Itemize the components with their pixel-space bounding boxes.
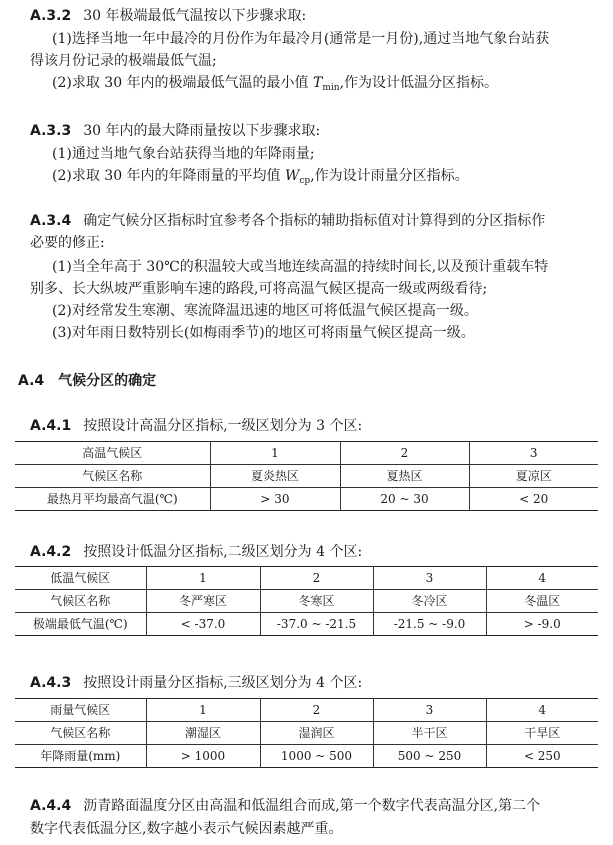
table-cell: 年降雨量(mm) xyxy=(15,745,146,768)
table-cell: 气候区名称 xyxy=(15,722,146,745)
section-a4-heading xyxy=(18,372,156,390)
paragraph-line: (2)对经常发生寒潮、寒流降温迅速的地区可将低温气候区提高一级。 xyxy=(52,303,478,319)
paragraph-line: 得该月份记录的极端最低气温; xyxy=(30,53,217,69)
table-cell: -37.0 ~ -21.5 xyxy=(260,613,373,636)
table-cell: 高温气候区 xyxy=(15,442,210,465)
section-title: 按照设计低温分区指标,二级区划分为 4 个区: xyxy=(83,544,363,560)
section-number: A.3.2 xyxy=(30,8,72,24)
table-cell: 气候区名称 xyxy=(15,465,210,488)
table-cell: 4 xyxy=(486,699,598,722)
section-title: 30 年极端最低气温按以下步骤求取: xyxy=(83,8,307,24)
table-cell: 1 xyxy=(146,699,260,722)
table-cell: 2 xyxy=(260,699,373,722)
table-cell: < -37.0 xyxy=(146,613,260,636)
table-cell: 潮湿区 xyxy=(146,722,260,745)
paragraph-line: (1)选择当地一年中最冷的月份作为年最冷月(通常是一月份),通过当地气象台站获 xyxy=(52,31,550,47)
section-a32-heading xyxy=(30,7,306,25)
table-cell: 干旱区 xyxy=(486,722,598,745)
formula-variable: W xyxy=(285,168,300,184)
table-cell: -21.5 ~ -9.0 xyxy=(373,613,486,636)
section-number: A.4.4 xyxy=(30,798,72,814)
section-a42-heading xyxy=(30,543,362,561)
table-cell: < 250 xyxy=(486,745,598,768)
section-number: A.4.2 xyxy=(30,544,72,560)
table-row xyxy=(15,465,598,488)
table-cell: 20 ~ 30 xyxy=(340,488,469,511)
table-cell: 1000 ~ 500 xyxy=(260,745,373,768)
table-cell: 冬寒区 xyxy=(260,590,373,613)
section-a41-heading xyxy=(30,417,362,435)
paragraph-line: (1)通过当地气象台站获得当地的年降雨量; xyxy=(52,146,315,162)
table-cell: 极端最低气温(℃) xyxy=(15,613,146,636)
table-row xyxy=(15,722,598,745)
section-number: A.3.3 xyxy=(30,123,72,139)
table-row xyxy=(15,590,598,613)
table-row xyxy=(15,745,598,768)
table-cell: 雨量气候区 xyxy=(15,699,146,722)
table-cell: 500 ~ 250 xyxy=(373,745,486,768)
section-a43-heading xyxy=(30,674,362,692)
text-run: ,作为设计低温分区指标。 xyxy=(339,75,499,91)
high-temp-zone-table xyxy=(15,441,598,511)
table-cell: 3 xyxy=(373,699,486,722)
table-cell: 夏凉区 xyxy=(469,465,598,488)
section-a33-heading xyxy=(30,122,320,140)
table-cell: 3 xyxy=(469,442,598,465)
paragraph-line: 别多、长大纵坡严重影响车速的路段,可将高温气候区提高一级或两级看待; xyxy=(30,281,488,297)
table-cell: > 30 xyxy=(210,488,340,511)
table-cell: 夏热区 xyxy=(340,465,469,488)
table-cell: 冬温区 xyxy=(486,590,598,613)
paragraph-line xyxy=(52,167,469,190)
table-row xyxy=(15,567,598,590)
section-a44-heading xyxy=(30,797,540,815)
table-cell: 低温气候区 xyxy=(15,567,146,590)
table-cell: > -9.0 xyxy=(486,613,598,636)
section-number: A.4.3 xyxy=(30,675,72,691)
table-row xyxy=(15,488,598,511)
table-cell: 3 xyxy=(373,567,486,590)
table-row xyxy=(15,613,598,636)
paragraph-line: 必要的修正: xyxy=(30,235,105,251)
table-cell: 冬冷区 xyxy=(373,590,486,613)
table-cell: 1 xyxy=(146,567,260,590)
section-number: A.3.4 xyxy=(30,213,72,229)
table-cell: 夏炎热区 xyxy=(210,465,340,488)
section-a34-heading xyxy=(30,212,545,230)
formula-subscript: min xyxy=(322,83,340,93)
table-cell: 1 xyxy=(210,442,340,465)
paragraph-line: (1)当全年高于 30℃的积温较大或当地连续高温的持续时间长,以及预计重载车特 xyxy=(52,259,549,275)
table-cell: 2 xyxy=(260,567,373,590)
table-cell: 冬严寒区 xyxy=(146,590,260,613)
table-cell: 湿润区 xyxy=(260,722,373,745)
section-title: 按照设计雨量分区指标,三级区划分为 4 个区: xyxy=(83,675,363,691)
table-cell: 4 xyxy=(486,567,598,590)
section-title: 30 年内的最大降雨量按以下步骤求取: xyxy=(83,123,321,139)
paragraph-line: (3)对年雨日数特别长(如梅雨季节)的地区可将雨量气候区提高一级。 xyxy=(52,325,475,341)
table-cell: 2 xyxy=(340,442,469,465)
text-run: ,作为设计雨量分区指标。 xyxy=(310,168,469,184)
formula-subscript: cp xyxy=(299,176,311,186)
paragraph-line: 确定气候分区指标时宜参考各个指标的辅助指标值对计算得到的分区指标作 xyxy=(83,213,546,229)
section-title: 气候分区的确定 xyxy=(58,373,157,389)
text-run: (2)求取 30 年内的年降雨量的平均值 xyxy=(52,168,285,184)
table-cell: 半干区 xyxy=(373,722,486,745)
table-cell: 气候区名称 xyxy=(15,590,146,613)
formula-variable: T xyxy=(313,75,323,91)
table-cell: 最热月平均最高气温(℃) xyxy=(15,488,210,511)
section-title: 按照设计高温分区指标,一级区划分为 3 个区: xyxy=(83,418,363,434)
section-number: A.4 xyxy=(18,373,45,389)
rainfall-zone-table xyxy=(15,698,598,768)
text-run: (2)求取 30 年内的极端最低气温的最小值 xyxy=(52,75,313,91)
table-row xyxy=(15,442,598,465)
paragraph-line: 数字代表低温分区,数字越小表示气候因素越严重。 xyxy=(30,821,343,837)
table-cell: > 1000 xyxy=(146,745,260,768)
section-number: A.4.1 xyxy=(30,418,72,434)
low-temp-zone-table xyxy=(15,566,598,636)
table-row xyxy=(15,699,598,722)
paragraph-line: 沥青路面温度分区由高温和低温组合而成,第一个数字代表高温分区,第二个 xyxy=(83,798,541,814)
table-cell: < 20 xyxy=(469,488,598,511)
paragraph-line xyxy=(52,74,498,97)
